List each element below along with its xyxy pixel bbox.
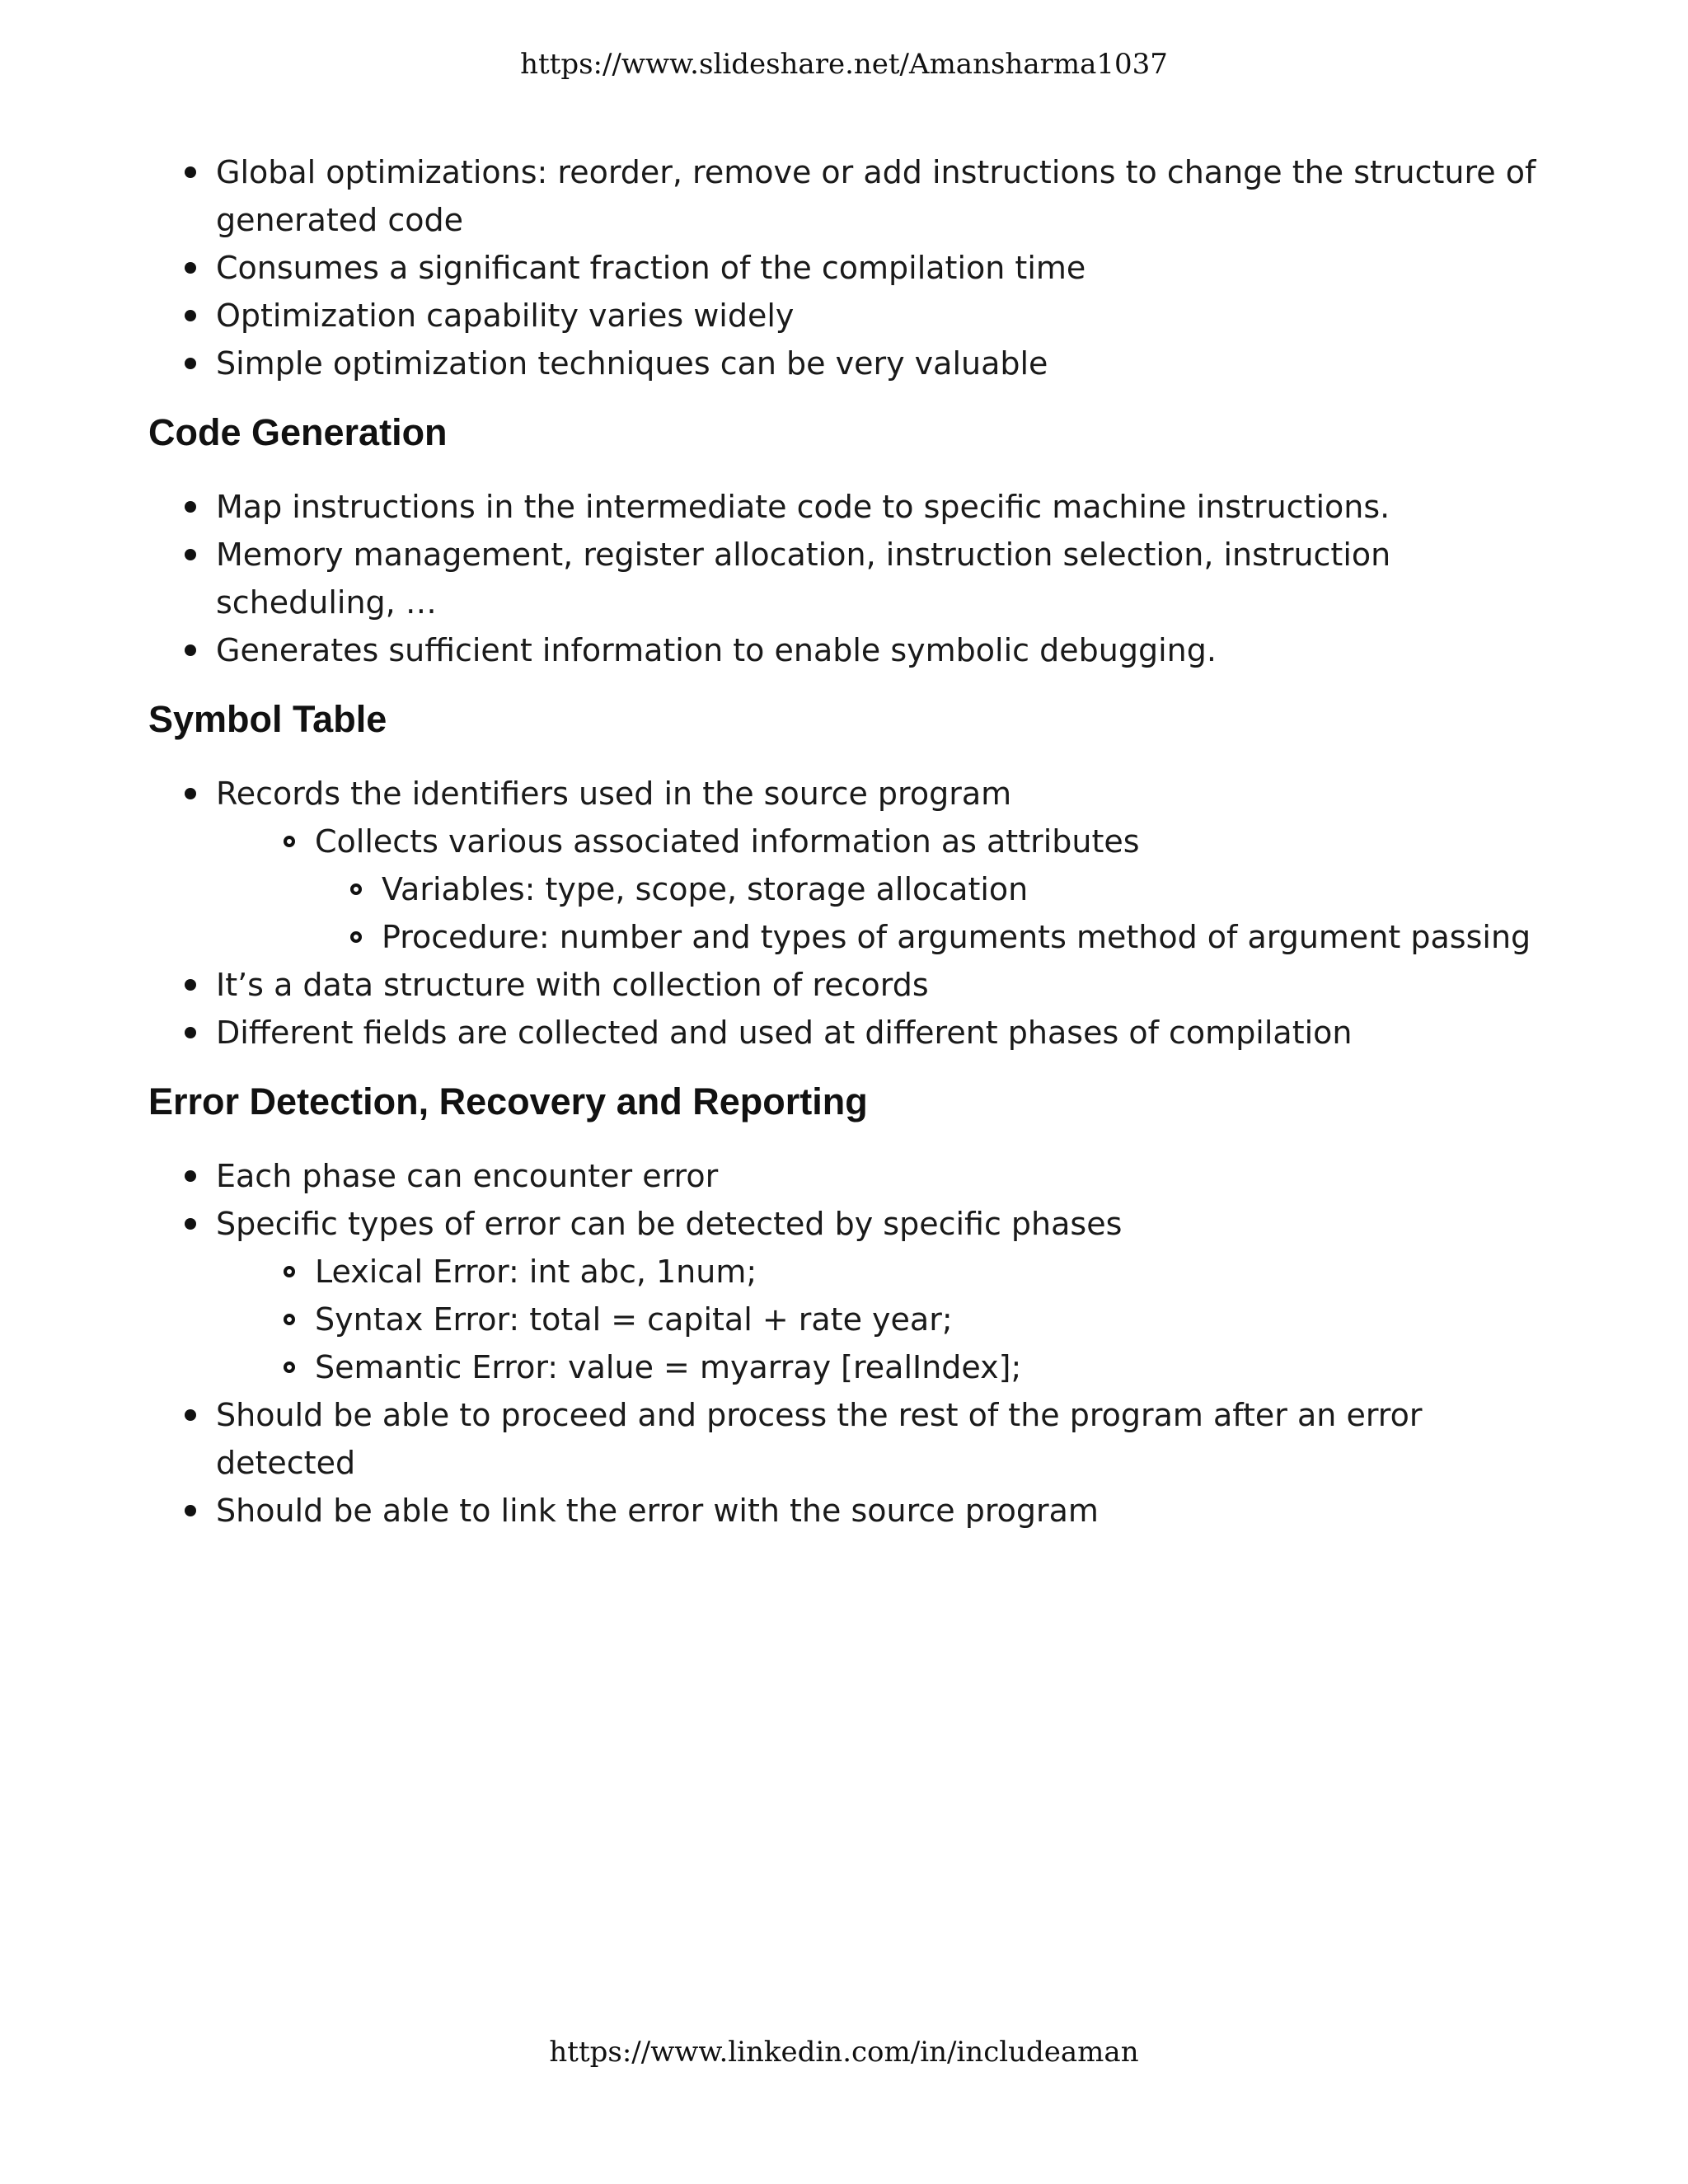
bullet-circle-icon [350, 931, 362, 943]
bullet-disc-icon [185, 1170, 196, 1182]
bullet-disc-icon [185, 262, 196, 274]
code-generation-list [148, 483, 1550, 674]
symbol-table-list [148, 770, 1550, 1057]
section-heading-symbol-table: Symbol Table [148, 698, 387, 740]
bullet-circle-icon [284, 1361, 295, 1373]
bullet-circle-icon [284, 836, 295, 847]
list-item: Different fields are collected and used at different phases of compilation [148, 1009, 1550, 1057]
header-url: https://www.slideshare.net/Amansharma1037 [520, 48, 1168, 81]
section-heading-error-detection: Error Detection, Recovery and Reporting [148, 1080, 868, 1122]
bullet-disc-icon [185, 979, 196, 991]
list-item: Consumes a significant fraction of the compilation time [148, 244, 1550, 292]
bullet-disc-icon [185, 358, 196, 369]
bullet-disc-icon [185, 166, 196, 178]
list-item: Optimization capability varies widely [148, 292, 1550, 340]
sub-sub-list-item: Procedure: number and types of arguments method of argument passing [148, 913, 1550, 961]
bullet-circle-icon [284, 1314, 295, 1325]
footer-url: https://www.linkedin.com/in/includeaman [549, 2036, 1139, 2069]
list-item: Each phase can encounter error [148, 1152, 1550, 1200]
bullet-disc-icon [185, 501, 196, 513]
sub-list-item: Collects various associated information as attributes [148, 818, 1550, 865]
bullet-disc-icon [185, 1027, 196, 1038]
list-item: Should be able to proceed and process the rest of the program after an error detected [148, 1391, 1550, 1487]
bullet-disc-icon [185, 1505, 196, 1516]
bullet-circle-icon [284, 1266, 295, 1277]
sub-list-item: Semantic Error: value = myarray [realIndex]; [148, 1343, 1550, 1391]
list-item: Simple optimization techniques can be very valuable [148, 340, 1550, 387]
section-heading-code-generation: Code Generation [148, 411, 448, 453]
bullet-disc-icon [185, 1409, 196, 1421]
list-item: Generates sufficient information to enable symbolic debugging. [148, 626, 1550, 674]
error-detection-list [148, 1152, 1550, 1535]
bullet-circle-icon [350, 883, 362, 895]
sub-list-item: Syntax Error: total = capital + rate year; [148, 1296, 1550, 1343]
bullet-disc-icon [185, 310, 196, 321]
list-item: Map instructions in the intermediate code to specific machine instructions. [148, 483, 1550, 531]
bullet-disc-icon [185, 1218, 196, 1230]
sub-list-item: Lexical Error: int abc, 1num; [148, 1248, 1550, 1296]
list-item: It’s a data structure with collection of records [148, 961, 1550, 1009]
sub-sub-list-item: Variables: type, scope, storage allocation [148, 865, 1550, 913]
list-item: Global optimizations: reorder, remove or add instructions to change the structure of generated code [148, 148, 1550, 244]
optimization-list [148, 148, 1550, 387]
list-item: Specific types of error can be detected by specific phases [148, 1200, 1550, 1248]
document-body [148, 148, 1550, 1535]
bullet-disc-icon [185, 788, 196, 799]
bullet-disc-icon [185, 644, 196, 656]
list-item: Records the identifiers used in the source program [148, 770, 1550, 818]
list-item: Memory management, register allocation, instruction selection, instruction scheduling, … [148, 531, 1550, 626]
list-item: Should be able to link the error with the source program [148, 1487, 1550, 1535]
bullet-disc-icon [185, 549, 196, 560]
